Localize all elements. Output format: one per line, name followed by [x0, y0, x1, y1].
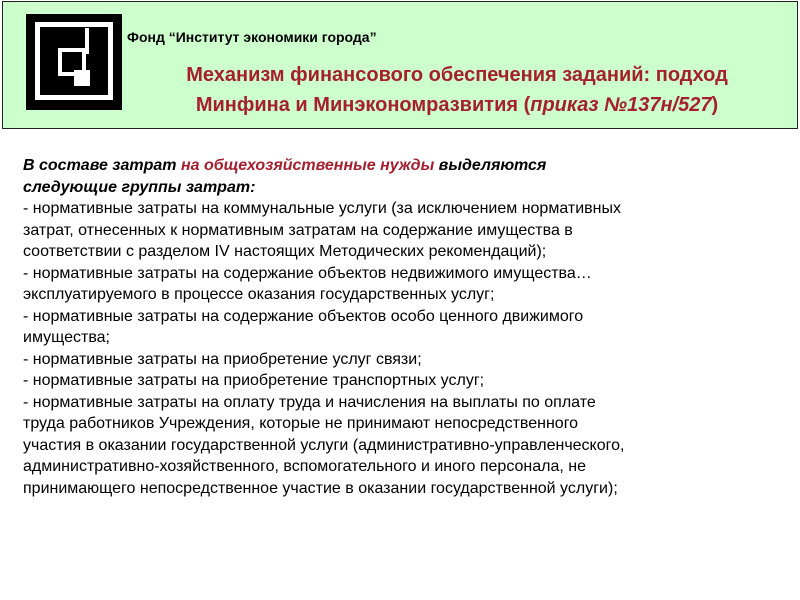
list-line: - нормативные затраты на содержание объектов особо ценного движимого — [23, 307, 584, 325]
list-line: участия в оказании государственной услуги (административно-управленческого, — [23, 436, 625, 454]
list-line: эксплуатируемого в процессе оказания государственных услуг; — [23, 286, 495, 303]
highlight-phrase: на общехозяйственные нужды — [180, 157, 435, 174]
intro-text: В составе затрат на общехозяйственные нужды выделяются следующие группы затрат: — [23, 157, 547, 196]
list-line: затрат, отнесенных к нормативным затратам на содержание имущества в — [23, 221, 573, 239]
title-line-1: Механизм финансового обеспечения заданий: подход — [186, 64, 728, 86]
list-line: - нормативные затраты на коммунальные услуги (за исключением нормативных — [23, 200, 621, 217]
list-line: административно-хозяйственного, вспомогательного и иного персонала, не — [23, 458, 586, 475]
list-line: труда работников Учреждения, которые не принимают непосредственного — [23, 415, 579, 432]
institute-logo — [26, 14, 122, 110]
list-line: - нормативные затраты на приобретение транспортных услуг; — [23, 372, 485, 389]
slide-title — [127, 60, 787, 120]
list-line: имущества; — [23, 329, 110, 346]
list-line: принимающего непосредственное участие в оказании государственной услуги); — [23, 479, 618, 497]
title-line-2: Минфина и Минэкономразвития (приказ №137н/527) — [195, 94, 719, 116]
list-line: - нормативные затраты на содержание объектов недвижимого имущества… — [23, 264, 592, 282]
organization-name: Фонд “Институт экономики города” — [127, 29, 377, 45]
list-line: - нормативные затраты на оплату труда и начисления на выплаты по оплате — [23, 393, 596, 411]
body-text — [23, 155, 793, 499]
header-banner — [2, 1, 798, 129]
list-line: соответствии с разделом IV настоящих Методических рекомендаций); — [23, 243, 547, 260]
list-line: - нормативные затраты на приобретение услуг связи; — [23, 350, 422, 368]
